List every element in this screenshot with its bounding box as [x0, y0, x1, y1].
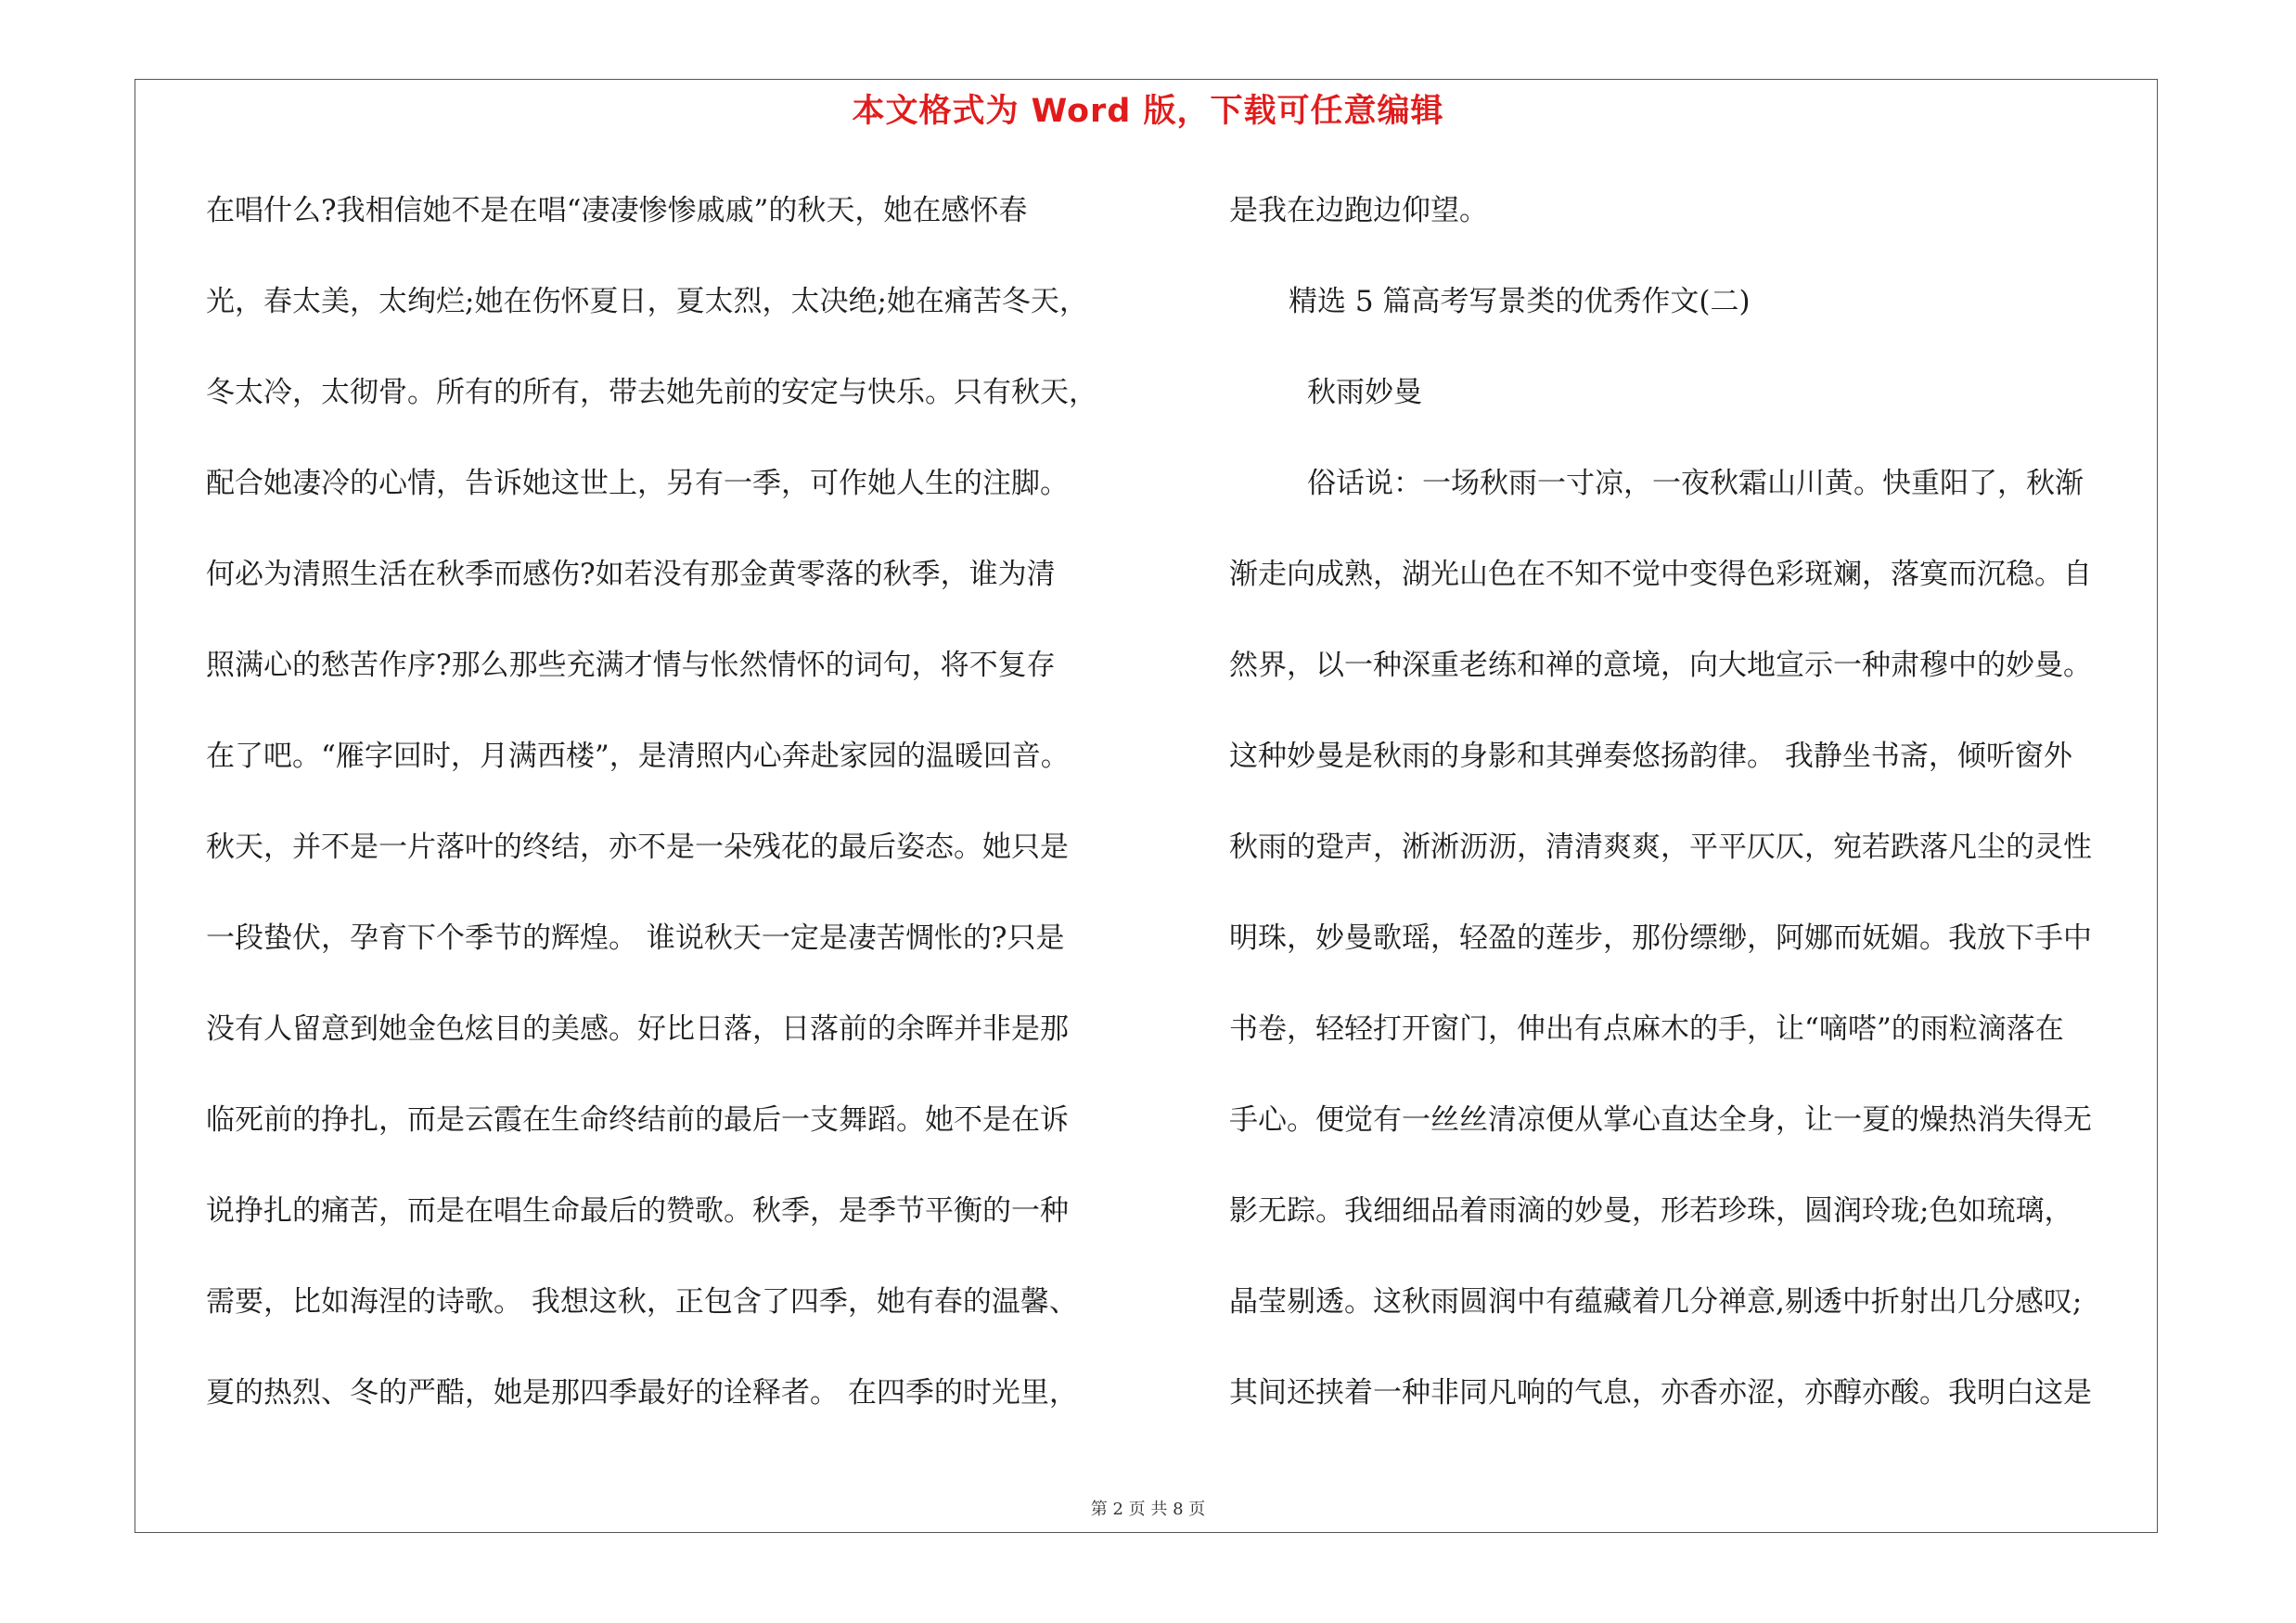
text-line: 秋天，并不是一片落叶的终结，亦不是一朵残花的最后姿态。她只是: [206, 831, 1069, 864]
text-line: 书卷，轻轻打开窗门，伸出有点麻木的手，让“嘀嗒”的雨粒滴落在: [1229, 1012, 2064, 1046]
text-line: 是我在边跑边仰望。: [1229, 194, 1488, 227]
text-line: 这种妙曼是秋雨的身影和其弹奏悠扬韵律。 我静坐书斋，倾听窗外: [1229, 740, 2072, 773]
essay-title: 秋雨妙曼: [1307, 376, 1422, 409]
text-line: 晶莹剔透。这秋雨圆润中有蕴藏着几分禅意,剔透中折射出几分感叹;: [1229, 1285, 2083, 1319]
text-line: 在唱什么?我相信她不是在唱“凄凄惨惨戚戚”的秋天，她在感怀春: [206, 194, 1028, 227]
text-line: 光，春太美，太绚烂;她在伤怀夏日，夏太烈，太决绝;她在痛苦冬天，: [206, 285, 1088, 318]
text-line: 明珠，妙曼歌瑶，轻盈的莲步，那份缥缈，阿娜而妩媚。我放下手中: [1229, 921, 2092, 955]
text-line: 照满心的愁苦作序?那么那些充满才情与怅然情怀的词句，将不复存: [206, 649, 1056, 682]
text-line: 临死前的挣扎，而是云霞在生命终结前的最后一支舞蹈。她不是在诉: [206, 1103, 1069, 1137]
right-column: [1229, 181, 2175, 1454]
text-line: 配合她凄冷的心情，告诉她这世上，另有一季，可作她人生的注脚。: [206, 467, 1069, 500]
document-header: 本文格式为 Word 版，下载可任意编辑: [852, 93, 1444, 130]
text-line: 秋雨的跫声，淅淅沥沥，清清爽爽，平平仄仄，宛若跌落凡尘的灵性: [1229, 831, 2092, 864]
text-line: 何必为清照生活在秋季而感伤?如若没有那金黄零落的秋季，谁为清: [206, 558, 1056, 591]
text-line: 然界，以一种深重老练和禅的意境，向大地宣示一种肃穆中的妙曼。: [1229, 649, 2092, 682]
text-line: 没有人留意到她金色炫目的美感。好比日落，日落前的余晖并非是那: [206, 1012, 1069, 1046]
text-line: 需要，比如海涅的诗歌。 我想这秋，正包含了四季，她有春的温馨、: [206, 1285, 1078, 1319]
page-number: 第 2 页 共 8 页: [1090, 1500, 1206, 1519]
text-line: 渐走向成熟，湖光山色在不知不觉中变得色彩斑斓，落寞而沉稳。自: [1229, 558, 2092, 591]
text-line: 冬太冷，太彻骨。所有的所有，带去她先前的安定与快乐。只有秋天，: [206, 376, 1097, 409]
left-column: [206, 181, 1161, 1454]
text-line: 在了吧。“雁字回时，月满西楼”，是清照内心奔赴家园的温暖回音。: [206, 740, 1070, 773]
text-line: 一段蛰伏，孕育下个季节的辉煌。 谁说秋天一定是凄苦惆怅的?只是: [206, 921, 1065, 955]
text-line: 夏的热烈、冬的严酷，她是那四季最好的诠释者。 在四季的时光里，: [206, 1376, 1078, 1410]
paragraph-start: 俗话说：一场秋雨一寸凉，一夜秋霜山川黄。快重阳了，秋渐: [1307, 467, 2084, 500]
text-line: 其间还挟着一种非同凡响的气息，亦香亦涩，亦醇亦酸。我明白这是: [1229, 1376, 2092, 1410]
text-line: 说挣扎的痛苦，而是在唱生命最后的赞歌。秋季，是季节平衡的一种: [206, 1194, 1069, 1228]
text-line: 影无踪。我细细品着雨滴的妙曼，形若珍珠，圆润玲珑;色如琉璃，: [1229, 1194, 2073, 1228]
section-subtitle: 精选 5 篇高考写景类的优秀作文(二): [1289, 285, 1751, 318]
text-line: 手心。便觉有一丝丝清凉便从掌心直达全身，让一夏的燥热消失得无: [1229, 1103, 2092, 1137]
